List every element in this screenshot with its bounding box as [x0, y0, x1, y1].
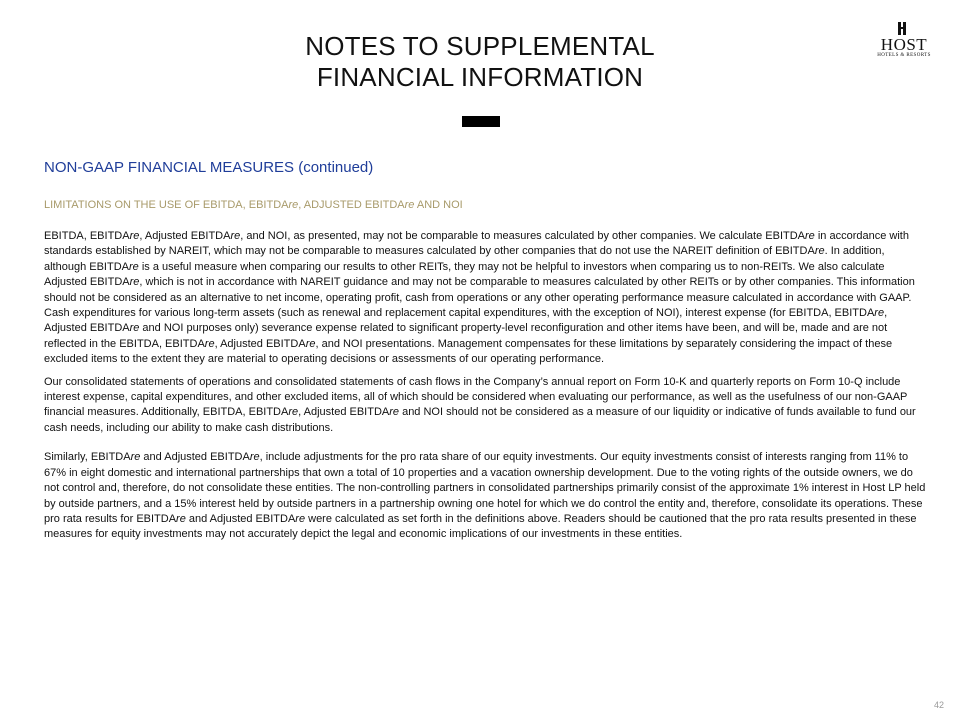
text-run: , and NOI, as presented, may not be comparable to measures calculated by other companies. We calculate EBITDA — [240, 230, 805, 242]
page-title — [180, 31, 780, 93]
subheading-re: re — [404, 199, 415, 211]
subheading-text: LIMITATIONS ON THE USE OF EBITDA, EBITDA — [44, 199, 289, 211]
re-suffix: re — [814, 245, 825, 258]
text-run: in accordance with standards established by NAREIT, which may not be comparable to measures calculated by other companies that do not use the NAREIT definition of EBITDA — [44, 230, 909, 258]
text-run: and NOI should not be considered as a measure of our liquidity or indicative of funds available to fund our cash needs, including our ability to make cash distributions. — [44, 406, 916, 434]
page-number: 42 — [933, 700, 944, 710]
subheading-re: re — [288, 199, 299, 211]
re-suffix: re — [389, 406, 400, 419]
page-title-line-1: NOTES TO SUPPLEMENTAL — [305, 31, 655, 61]
paragraph-limitations — [44, 229, 928, 368]
re-suffix: re — [805, 230, 815, 242]
re-suffix: re — [176, 512, 186, 525]
logo-tagline: HOTELS & RESORTS — [877, 53, 931, 58]
re-suffix: re — [130, 451, 141, 464]
re-suffix: re — [129, 230, 140, 242]
re-suffix: re — [129, 276, 140, 289]
title-divider-bar — [462, 116, 500, 127]
text-run: . In addition, although EBITDA — [44, 245, 885, 273]
text-run: , which is not in accordance with NAREIT guidance and may not be comparable to measures calculated by other REITs or by other companies. This information should not be considered as an alternative to net income, operating profit, cash from operations or any other operating performance measure calculated in accordance with GAAP. Cash expenditures for various long-term assets (such as renewal and replacement capital expenditures, with the exception of NOI), interest expense (for EBITDA, EBITDA — [44, 276, 915, 320]
text-run: , include adjustments for the pro rata share of our equity investments. Our equity investments consist of interests ranging from 11% to 67% in eight domestic and international partnerships that own a total of 10 properties and a vacation ownership development. Due to the voting rights of the outside owners, we do not control and, therefore, do not consolidate these entities. The non-controlling partners in consolidated partnerships primarily consist of the approximate 1% interest in Host LP held by outside partners, and a 15% interest held by outside partners in a partnership owning one hotel for which we do control the entity and, therefore, consolidate its operations. These pro rata results for EBITDA — [44, 451, 926, 525]
text-run: Similarly, EBITDA — [44, 451, 131, 464]
subheading-text: , ADJUSTED EBITDA — [298, 199, 405, 211]
text-run: EBITDA, EBITDA — [44, 230, 130, 242]
text-run: , Adjusted EBITDA — [214, 337, 306, 350]
text-run: and Adjusted EBITDA — [140, 451, 250, 464]
subheading — [44, 198, 463, 212]
text-run: Our consolidated statements of operations and consolidated statements of cash flows in the Company’s annual report on Form 10-K and quarterly reports on Form 10-Q include interest expense, capital expenditures, and other excluded items, all of which should be considered when evaluating our performance, as well as the usefulness of our non-GAAP financial measures. Additionally, EBITDA, EBITDA — [44, 375, 908, 419]
page-title-line-2: FINANCIAL INFORMATION — [316, 62, 644, 92]
re-suffix: re — [204, 337, 215, 350]
text-run: , Adjusted EBITDA — [139, 230, 231, 242]
text-run: were calculated as set forth in the definitions above. Readers should be cautioned that the pro rata results presented in these measures for equity investments may not accurately depict the legal and economic implications of our investments in these entities. — [44, 512, 917, 541]
re-suffix: re — [129, 322, 140, 335]
host-logo-icon — [897, 22, 911, 36]
section-heading: NON-GAAP FINANCIAL MEASURES (continued) — [44, 159, 374, 176]
re-suffix: re — [129, 260, 139, 273]
paragraph-consolidated-statements — [44, 375, 928, 437]
logo-name: HOST — [880, 35, 928, 54]
text-run: , and NOI presentations. Management compensates for these limitations by separately considering the impact of these excluded items to the extent they are material to operating decisions or assessments of our operating performance. — [44, 337, 893, 366]
text-run: is a useful measure when comparing our results to other REITs, they may not be helpful to investors when comparing us to non-REITs. We also calculate Adjusted EBITDA — [44, 260, 885, 289]
text-run: , Adjusted EBITDA — [298, 406, 390, 419]
host-logo — [868, 22, 940, 68]
re-suffix: re — [249, 451, 260, 464]
paragraph-equity-investments — [44, 450, 928, 542]
re-suffix: re — [874, 307, 885, 320]
re-suffix: re — [295, 512, 306, 525]
text-run: and NOI purposes only) severance expense related to significant property-level reconfiguration and other items have been, and will be, made and are not reflected in the EBITDA, EBITDA — [44, 322, 888, 350]
re-suffix: re — [305, 337, 316, 350]
text-run: and Adjusted EBITDA — [185, 512, 296, 525]
re-suffix: re — [288, 406, 299, 419]
body-text — [44, 229, 928, 543]
re-suffix: re — [230, 230, 241, 242]
text-run: , Adjusted EBITDA — [44, 307, 888, 335]
subheading-text: AND NOI — [414, 199, 463, 211]
